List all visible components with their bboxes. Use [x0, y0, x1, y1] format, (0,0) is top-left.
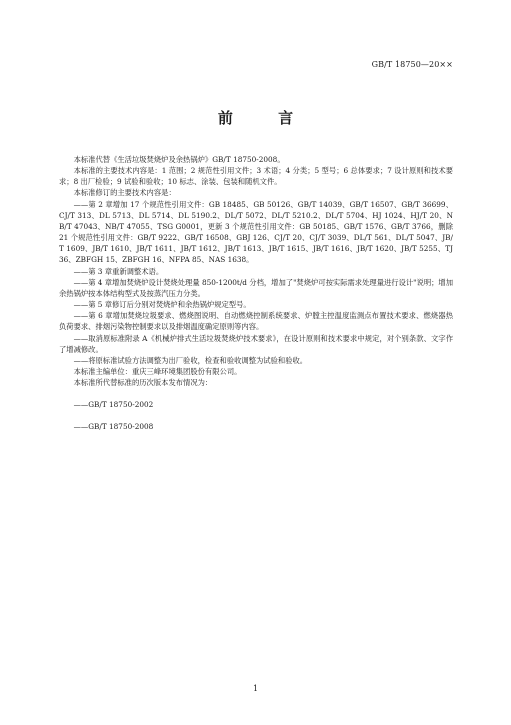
paragraph-history-intro: 本标准所代替标准的历次版本发布情况为：: [73, 378, 213, 388]
paragraph-chapter-6: ——第 6 章增加焚烧垃圾要求、燃烧图说明、自动燃烧控制系统要求、炉膛主控温度监测点布置技术要求、燃烧器热负荷要求、排烟污染物控制要求以及排烟温度确定原则等内容。: [59, 311, 453, 332]
paragraph-chapter-2: ——第 2 章增加 17 个规范性引用文件：GB 18485、GB 50126、GB/T 14039、GB/T 16507、GB/T 36699、CJ/T 313、DL 5713、DL 5714、DL 5190.2、DL/T 5072、DL/T 5210.2、DL/T 5704、HJ 1024、HJ/T 20、NB/T 47043、NB/T 47055、TSG G0001，更新 3 个规范性引用文件：GB 50185、GB/T 1576、GB/T 3766，删除 21 个规范性引用文件：GB/T 9222、GB/T 16508、GBJ 126、CJ/T 20、CJ/T 3039、DL/T 561、DL/T 5047、JB/T 1609、JB/T 1610、JB/T 1611、JB/T 1612、JB/T 1613、JB/T 1615、JB/T 1616、JB/T 1620、JB/T 5255、TJ 36、ZBFGH 15、ZBFGH 16、NFPA 85、NAS 1638。: [59, 199, 453, 265]
foreword-body: [59, 154, 453, 433]
paragraph-chapter-3: ——第 3 章重新调整术语。: [73, 266, 164, 276]
paragraph-revision-intro: 本标准修订的主要技术内容是：: [73, 188, 176, 198]
paragraph-test-methods: ——将原标准试验方法调整为出厂验收，检查和验收调整为试验和验收。: [73, 355, 308, 365]
standard-code-header: GB/T 18750—20××: [371, 60, 453, 69]
paragraph-chapter-4: ——第 4 章增加焚烧炉设计焚烧处理量 850-1200t/d 分档，增加了"焚烧炉可按实际需求处理量进行设计"说明；增加余热锅炉按本体结构型式及按蒸汽压力分类。: [59, 277, 454, 298]
page-title: 前 言: [217, 109, 314, 127]
page-number: 1: [252, 684, 259, 693]
paragraph-editor: 本标准主编单位：重庆三峰环境集团股份有限公司。: [73, 366, 242, 376]
history-item: ——GB/T 18750-2002: [73, 400, 154, 410]
history-item: ——GB/T 18750-2008: [73, 422, 154, 432]
paragraph-main-content: 本标准的主要技术内容是：1 范围；2 规范性引用文件；3 术语；4 分类；5 型号；6 总体要求；7 设计原则和技术要求；8 出厂检验；9 试验和验收；10 标志、涂装、包装和随机文件。: [59, 166, 453, 187]
paragraph-appendix: ——取消原标准附录 A《机械炉排式生活垃圾焚烧炉技术要求》，在设计原则和技术要求中规定，对个别条款、文字作了增减修改。: [59, 333, 453, 354]
paragraph-chapter-5: ——第 5 章修订后分别对焚烧炉和余热锅炉规定型号。: [73, 300, 251, 310]
paragraph-replaces: 本标准代替《生活垃圾焚烧炉及余热锅炉》GB/T 18750-2008。: [73, 155, 285, 164]
